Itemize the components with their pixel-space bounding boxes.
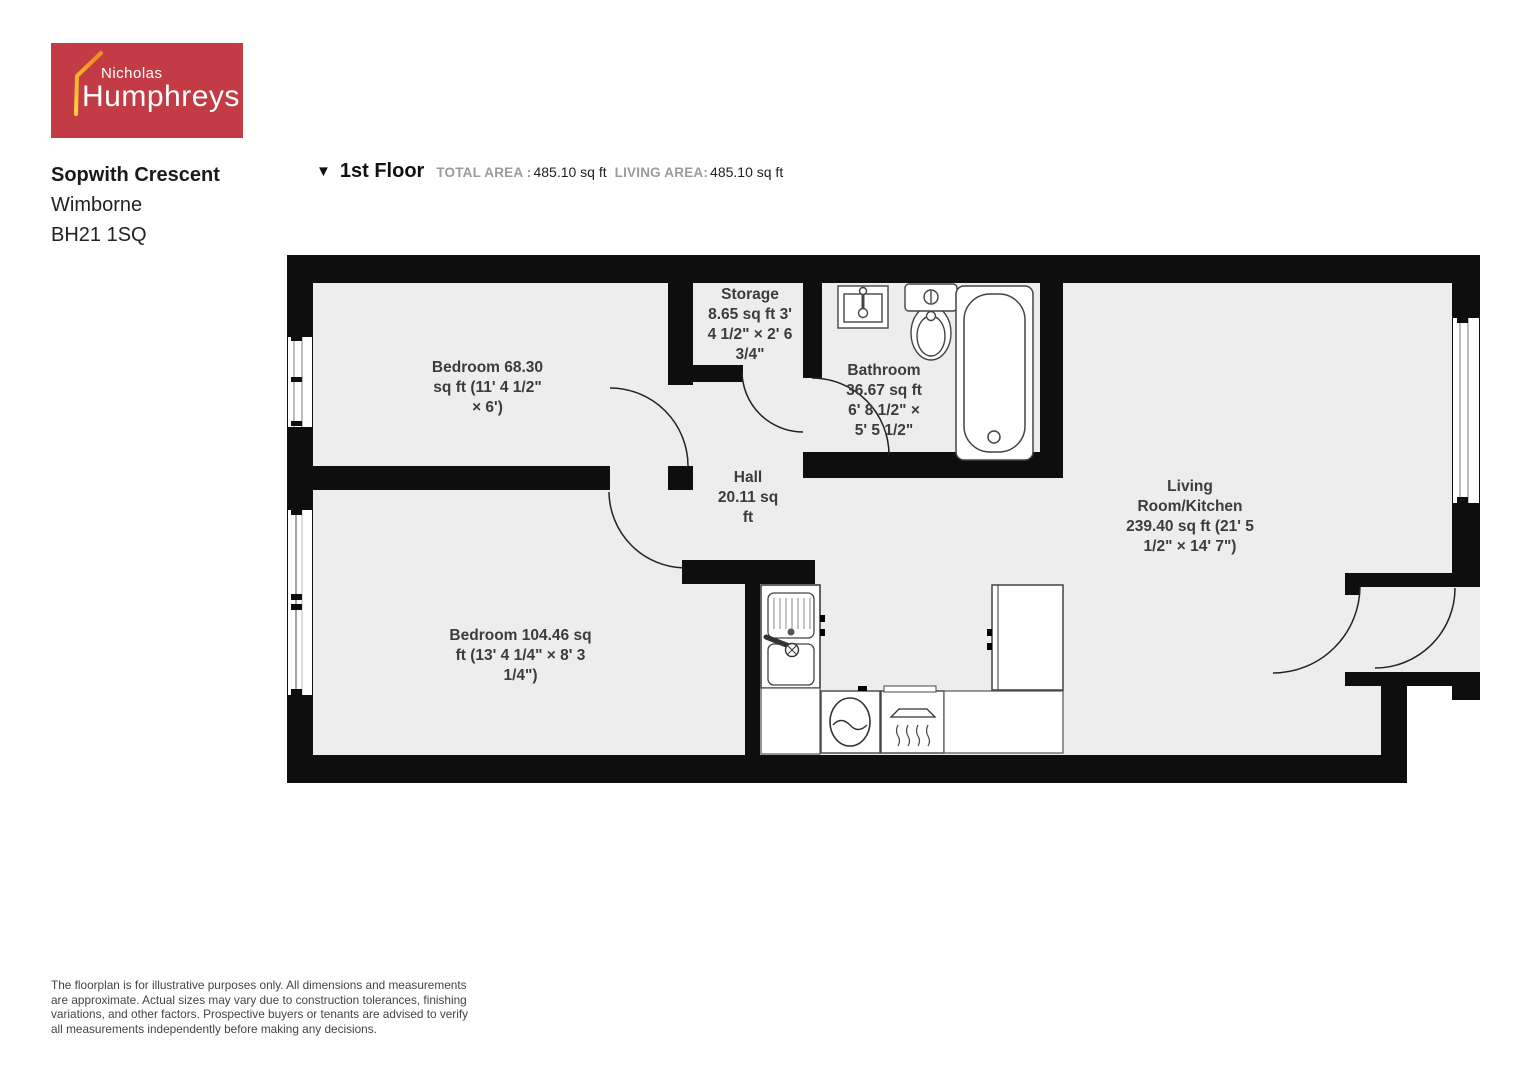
kitchen-sink-unit <box>761 585 825 688</box>
washing-machine <box>821 686 880 753</box>
room-label-bathroom <box>824 361 944 441</box>
room-label-line: 4 1/2" × 2' 6 <box>707 326 793 343</box>
room-label-line: 239.40 sq ft (21' 5 <box>1126 518 1254 535</box>
address-line-3: BH21 1SQ <box>51 224 147 246</box>
hob-cooker <box>881 686 944 753</box>
room-label-line: Hall <box>733 469 763 486</box>
brand-name-bottom: Humphreys <box>82 80 240 113</box>
living-area-value: 485.10 sq ft <box>710 164 784 180</box>
kitchen-counter-right <box>944 691 1063 753</box>
room-label-line: 8.65 sq ft 3' <box>708 306 792 323</box>
window-living-room <box>1453 317 1479 503</box>
room-label-line: sq ft (11' 4 1/2" <box>433 379 542 396</box>
room-label-line: ft <box>742 509 754 526</box>
window-bedroom1 <box>288 336 312 427</box>
brand-name-top: Nicholas <box>101 65 163 82</box>
fridge-tall-unit <box>987 585 1063 690</box>
room-label-line: ft (13' 4 1/4" × 8' 3 <box>455 647 586 664</box>
room-label-line: Bedroom 104.46 sq <box>449 627 592 644</box>
room-label-storage <box>688 285 812 365</box>
total-area-value: 485.10 sq ft <box>533 164 607 180</box>
room-label-bedroom2 <box>428 626 613 686</box>
address-line-1: Sopwith Crescent <box>51 164 220 186</box>
room-label-line: Storage <box>721 286 779 303</box>
living-area-label: LIVING AREA: <box>614 165 709 180</box>
floor-title: 1st Floor <box>339 160 425 182</box>
room-label-living <box>1092 477 1288 557</box>
disclaimer-text: The floorplan is for illustrative purposes only. All dimensions and measurements are approximate. Actual sizes may vary due to construction tolerances, finishing variations, and other factors. Prospective buyers or tenants are advised to verify all measurements independently before making any decisions. <box>51 978 469 1036</box>
room-label-line: 20.11 sq <box>717 489 779 506</box>
bathroom-basin <box>838 286 888 328</box>
bathtub <box>956 286 1033 460</box>
room-label-line: 1/4") <box>503 667 538 684</box>
total-area-label: TOTAL AREA : <box>436 165 532 180</box>
triangle-down-icon: ▼ <box>316 163 331 180</box>
room-label-line: 36.67 sq ft <box>846 382 922 399</box>
room-label-line: 5' 5 1/2" <box>854 422 914 439</box>
room-label-line: × 6') <box>472 399 503 416</box>
window-bedroom2 <box>288 509 312 695</box>
room-label-line: Bathroom <box>847 362 921 379</box>
room-label-hall <box>703 468 793 528</box>
room-label-line: Room/Kitchen <box>1137 498 1243 515</box>
room-label-line: 6' 8 1/2" × <box>848 402 920 419</box>
kitchen-counter-left <box>761 688 820 754</box>
room-label-line: 1/2" × 14' 7") <box>1143 538 1237 555</box>
room-label-line: Bedroom 68.30 <box>431 359 544 376</box>
room-label-line: 3/4" <box>735 346 765 363</box>
room-label-bedroom1 <box>400 358 575 418</box>
room-label-line: Living <box>1167 478 1213 495</box>
address-line-2: Wimborne <box>51 194 143 216</box>
